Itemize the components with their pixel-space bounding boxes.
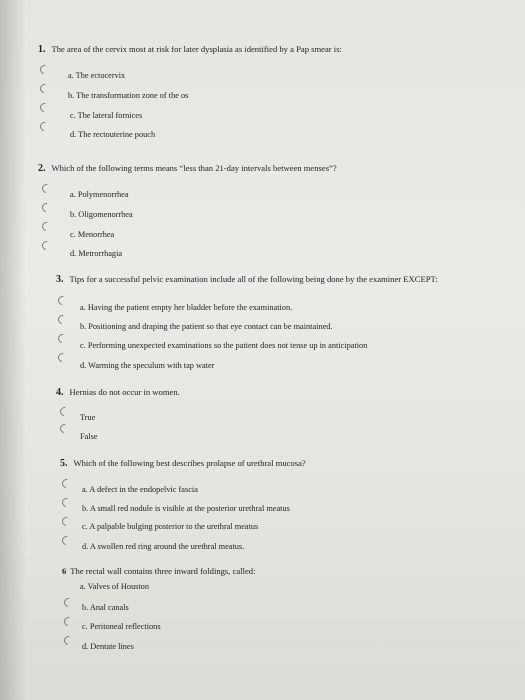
- radio-button[interactable]: [40, 239, 53, 252]
- question-text: Hernias do not occur in women.: [69, 387, 180, 397]
- option-label: b. The transformation zone of the os: [68, 91, 189, 100]
- radio-button[interactable]: [38, 82, 51, 95]
- radio-button[interactable]: [58, 422, 71, 435]
- option-label: a. Valves of Houston: [80, 582, 149, 591]
- radio-button[interactable]: [60, 515, 73, 528]
- radio-button[interactable]: [56, 313, 69, 326]
- radio-button[interactable]: [62, 596, 75, 609]
- question-6: [62, 566, 255, 576]
- radio-button[interactable]: [62, 634, 75, 647]
- question-number: 3.: [56, 274, 64, 285]
- option-label: d. A swollen red ring around the urethral meatus.: [82, 542, 245, 551]
- option-label: True: [80, 413, 96, 422]
- radio-button[interactable]: [60, 496, 73, 509]
- question-number: 6: [62, 566, 67, 576]
- option-label: a. Polymenorrhea: [70, 190, 129, 199]
- question-number: 5.: [60, 458, 68, 469]
- radio-button[interactable]: [56, 332, 69, 345]
- radio-button[interactable]: [56, 294, 69, 307]
- option-label: c. The lateral fornices: [70, 111, 143, 120]
- radio-button[interactable]: [62, 615, 75, 628]
- radio-button[interactable]: [56, 351, 69, 364]
- question-text: The rectal wall contains three inward foldings, called:: [70, 566, 256, 576]
- radio-button[interactable]: [40, 201, 53, 214]
- option-label: d. The rectouterine pouch: [70, 130, 156, 139]
- option-label: b. A small red nodule is visible at the posterior urethral meatus: [82, 504, 290, 513]
- question-2: [38, 163, 337, 174]
- option-label: b. Oligomenorrhea: [70, 210, 133, 219]
- question-text: The area of the cervix most at risk for later dysplasia as identified by a Pap smear is:: [51, 44, 342, 54]
- option-label: a. The ectocervix: [68, 71, 126, 80]
- question-text: Which of the following best describes prolapse of urethral mucosa?: [73, 458, 306, 468]
- radio-button[interactable]: [38, 120, 51, 133]
- question-text: Which of the following terms means “less than 21-day intervals between menses”?: [51, 163, 337, 173]
- page-shadow: [0, 0, 26, 700]
- option-label: a. Having the patient empty her bladder before the examination.: [80, 303, 293, 312]
- option-label: d. Warming the speculum with tap water: [80, 361, 215, 370]
- option-label: c. A palpable bulging posterior to the urethral meatus: [82, 522, 259, 531]
- question-number: 2.: [38, 163, 46, 174]
- question-4: [56, 387, 180, 398]
- option-label: d. Metrorrhagia: [70, 249, 123, 258]
- option-label: c. Peritoneal reflections: [82, 622, 161, 631]
- option-label: c. Performing unexpected examinations so the patient does not tense up in anticipation: [80, 341, 368, 350]
- radio-button[interactable]: [38, 63, 51, 76]
- radio-button[interactable]: [58, 405, 71, 418]
- question-5: [60, 458, 306, 469]
- option-label: b. Anal canals: [82, 603, 129, 612]
- question-1: [38, 44, 342, 55]
- radio-button[interactable]: [40, 182, 53, 195]
- radio-button[interactable]: [60, 534, 73, 547]
- question-3: [56, 274, 438, 285]
- question-number: 1.: [38, 44, 46, 55]
- option-label: False: [80, 432, 98, 441]
- question-text: Tips for a successful pelvic examination include all of the following being done by the examiner EXCEPT:: [69, 274, 438, 284]
- option-label: b. Positioning and draping the patient so that eye contact can be maintained.: [80, 322, 333, 331]
- radio-button[interactable]: [38, 101, 51, 114]
- option-label: d. Dentate lines: [82, 642, 134, 651]
- question-number: 4.: [56, 387, 64, 398]
- option-label: c. Menorrhea: [70, 230, 115, 239]
- radio-button[interactable]: [60, 477, 73, 490]
- option-label: a. A defect in the endopelvic fascia: [82, 485, 198, 494]
- radio-button[interactable]: [40, 220, 53, 233]
